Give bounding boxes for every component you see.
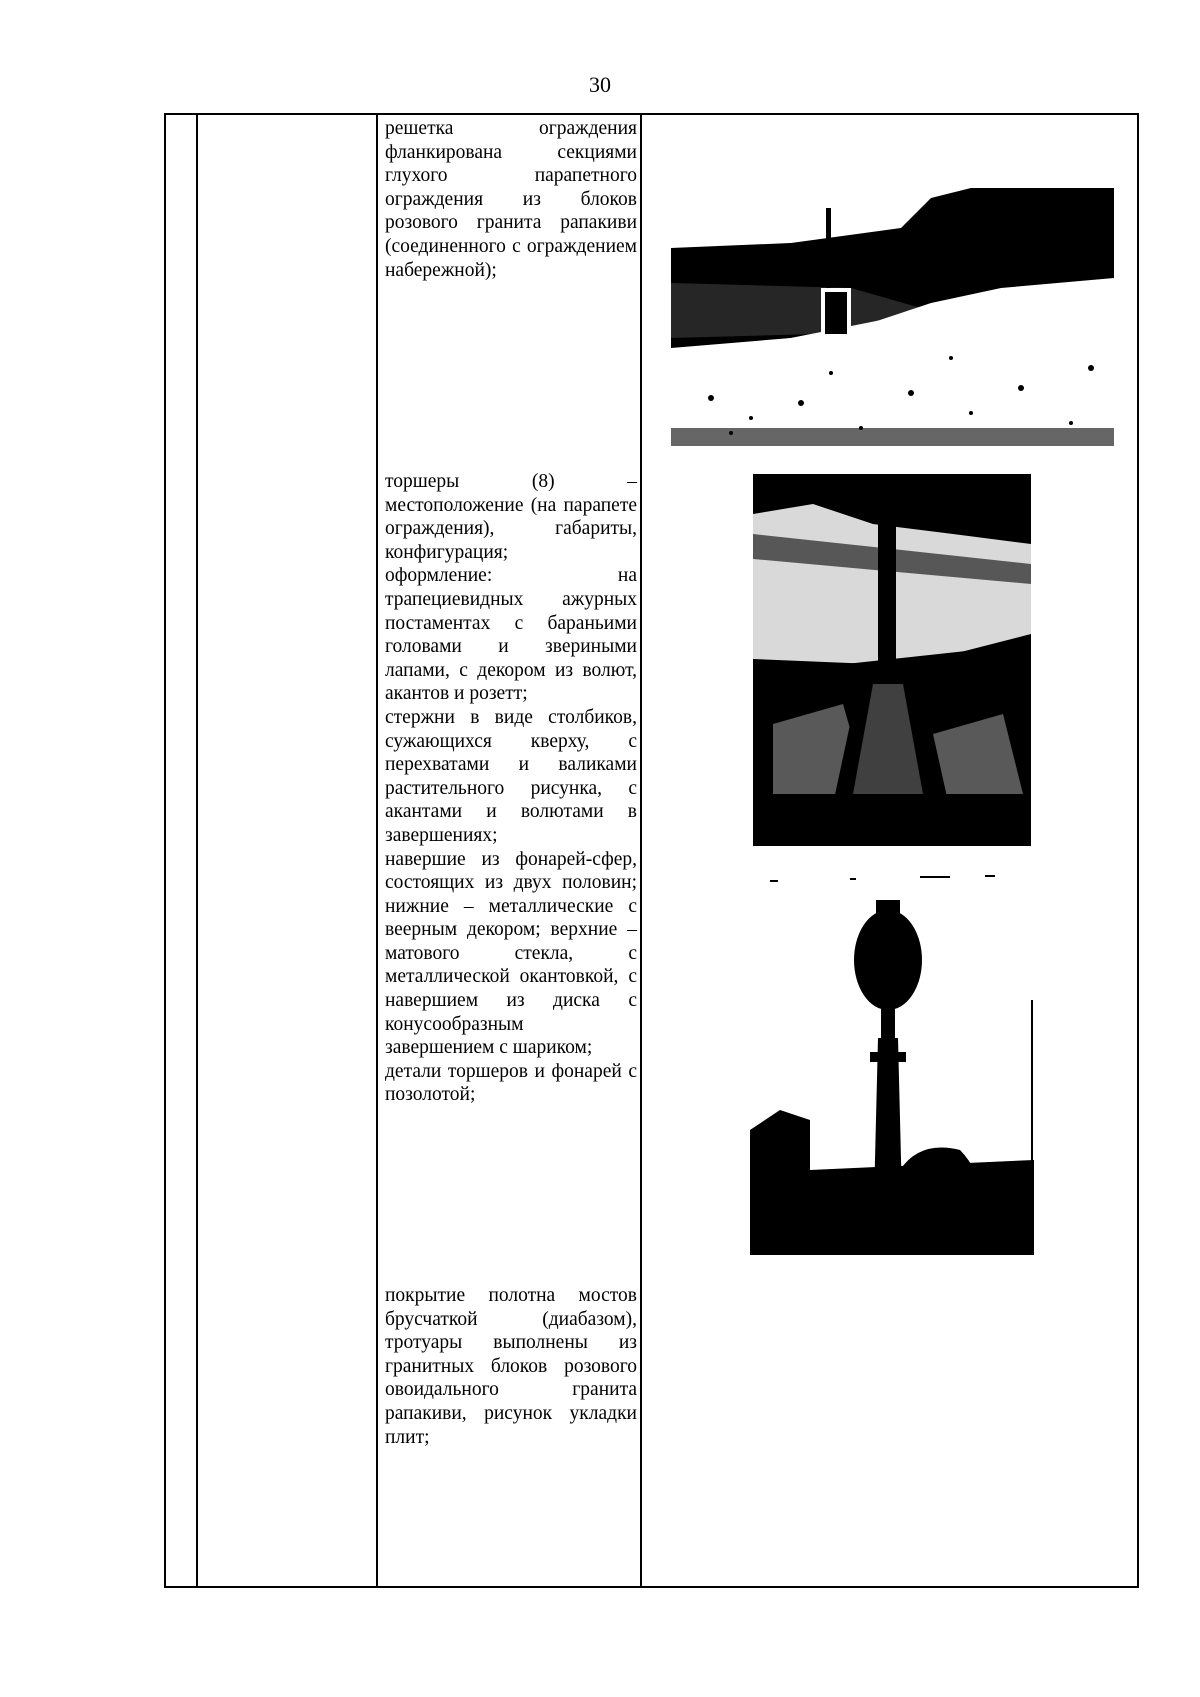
photo-lamp-base-icon	[753, 474, 1031, 846]
lamps-text-5: детали торшеров и фонарей с позолотой;	[385, 1060, 637, 1106]
page-number: 30	[589, 72, 611, 97]
fence-text: решетка ограждения фланкирована секциями глухого парапетного ограждения из блоков розового гранита рапакиви (соединенного с ограждением набережной);	[385, 118, 637, 281]
lamps-text-4: навершие из фонарей-сфер, состоящих из двух половин; нижние – металлические с веерным декором; верхние – матового стекла, с металлической окантовкой, с навершием из диска с конусообразным завершением с шариком;	[385, 848, 637, 1059]
photo-lamp-top-icon	[750, 870, 1034, 1255]
paving-text: покрытие полотна мостов брусчаткой (диабазом), тротуары выполнены из гранитных блоков розового овоидального гранита рапакиви, рисунок укладки плит;	[385, 1285, 637, 1448]
paving-description	[385, 1284, 637, 1449]
lamps-description	[385, 470, 637, 1107]
lamps-text-1: торшеры (8) – местоположение (на парапете ограждения), габариты, конфигурация;	[385, 471, 637, 563]
column-divider	[376, 115, 378, 1586]
lamps-text-2: оформление: на трапециевидных ажурных постаментах с бараньими головами и звериными лапами, с декором из волют, акантов и розетт;	[385, 565, 637, 705]
lamps-text-3: стержни в виде столбиков, сужающихся кверху, с перехватами и валиками растительного рисунка, с акантами и волютами в завершениях;	[385, 706, 637, 846]
fence-description	[385, 117, 637, 282]
column-divider	[640, 115, 642, 1586]
column-divider	[196, 115, 198, 1586]
photo-embankment-fence-icon	[671, 188, 1114, 446]
